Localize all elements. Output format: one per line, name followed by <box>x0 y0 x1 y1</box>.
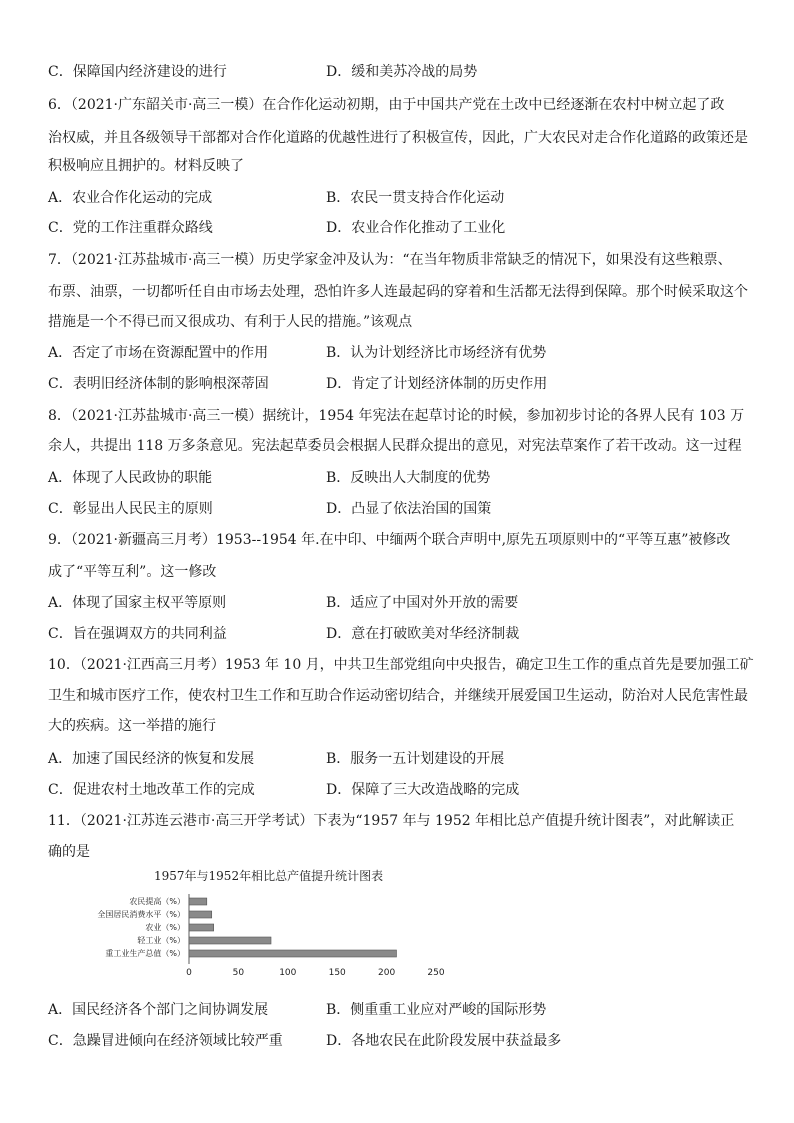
chart-category-label: 全国居民消费水平（%） <box>97 910 185 919</box>
q9-option-a: A．体现了国家主权平等原则 <box>48 595 227 611</box>
q5-option-d: D．缓和美苏冷战的局势 <box>326 64 478 80</box>
q11-option-b: B．侧重重工业应对严峻的国际形势 <box>326 1002 547 1018</box>
q6-option-c: C．党的工作注重群众路线 <box>48 220 213 236</box>
chart-x-tick-label: 150 <box>328 968 346 978</box>
q8-stem-line-2: 余人，共提出 118 万多条意见。宪法起草委员会根据人民群众提出的意见，对宪法草案作了若干改动。这一过程 <box>48 438 742 454</box>
q11-option-a: A．国民经济各个部门之间协调发展 <box>48 1002 269 1018</box>
q6-stem-line-1: 6．（2021·广东韶关市·高三一模）在合作化运动初期，由于中国共产党在土改中已经逐渐在农村中树立起了政 <box>48 97 725 113</box>
q10-option-d: D．保障了三大改造战略的完成 <box>326 782 520 798</box>
chart-bar <box>189 937 271 944</box>
q6-stem-line-3: 积极响应且拥护的。材料反映了 <box>48 158 244 174</box>
q10-stem-line-1: 10．（2021·江西高三月考）1953 年 10 月，中共卫生部党组向中央报告，确定卫生工作的重点首先是要加强工矿 <box>48 657 754 673</box>
chart-x-tick-label: 100 <box>279 968 297 978</box>
q11-option-d: D．各地农民在此阶段发展中获益最多 <box>326 1033 562 1049</box>
q5-option-c: C．保障国内经济建设的进行 <box>48 64 227 80</box>
q9-stem-line-2: 成了“平等互利”。这一修改 <box>48 564 217 580</box>
q8-option-b: B．反映出人大制度的优势 <box>326 470 491 486</box>
q7-option-b: B．认为计划经济比市场经济有优势 <box>326 345 547 361</box>
q8-option-c: C．彰显出人民民主的原则 <box>48 501 213 517</box>
q6-option-a: A．农业合作化运动的完成 <box>48 190 213 206</box>
chart-x-tick-label: 200 <box>378 968 396 978</box>
q10-stem-line-2: 卫生和城市医疗工作，使农村卫生工作和互助合作运动密切结合，并继续开展爱国卫生运动，防治对人民危害性最 <box>48 688 748 704</box>
chart-bar <box>189 924 214 931</box>
q11-option-c: C．急躁冒进倾向在经济领域比较严重 <box>48 1033 283 1049</box>
q11-stem-line-1: 11．（2021·江苏连云港市·高三开学考试）下表为“1957 年与 1952 年相比总产值提升统计图表”，对此解读正 <box>48 813 735 829</box>
q11-chart <box>76 866 496 986</box>
q7-stem-line-2: 布票、油票，一切都听任自由市场去处理，恐怕许多人连最起码的穿着和生活都无法得到保障。那个时候采取这个 <box>48 284 748 300</box>
q8-stem-line-1: 8．（2021·江苏盐城市·高三一模）据统计，1954 年宪法在起草讨论的时候，参加初步讨论的各界人民有 103 万 <box>48 408 745 424</box>
q10-option-a: A．加速了国民经济的恢复和发展 <box>48 751 255 767</box>
chart-category-label: 重工业生产总值（%） <box>105 949 185 958</box>
q10-option-b: B．服务一五计划建设的开展 <box>326 751 505 767</box>
chart-category-label: 农民提高（%） <box>129 897 185 906</box>
q11-stem-line-2: 确的是 <box>48 844 90 860</box>
chart-bar <box>189 950 396 957</box>
q7-stem-line-3: 措施是一个不得已而又很成功、有利于人民的措施。”该观点 <box>48 314 413 330</box>
q9-option-c: C．旨在强调双方的共同利益 <box>48 626 227 642</box>
q7-option-c: C．表明旧经济体制的影响根深蒂固 <box>48 376 269 392</box>
chart-x-tick-label: 250 <box>427 968 445 978</box>
chart-x-tick-label: 0 <box>186 968 192 978</box>
q10-stem-line-3: 大的疾病。这一举措的施行 <box>48 718 216 734</box>
q8-option-d: D．凸显了依法治国的国策 <box>326 501 492 517</box>
q6-option-b: B．农民一贯支持合作化运动 <box>326 190 505 206</box>
chart-category-label: 轻工业（%） <box>137 936 185 945</box>
chart-x-tick-label: 50 <box>232 968 245 978</box>
q6-option-d: D．农业合作化推动了工业化 <box>326 220 506 236</box>
q6-stem-line-2: 治权威，并且各级领导干部都对合作化道路的优越性进行了积极宣传，因此，广大农民对走合作化道路的政策还是 <box>48 130 748 146</box>
q7-option-d: D．肯定了计划经济体制的历史作用 <box>326 376 548 392</box>
q11-chart-svg <box>76 866 496 986</box>
q10-option-c: C．促进农村土地改革工作的完成 <box>48 782 255 798</box>
chart-bar <box>189 898 207 905</box>
chart-category-label: 农业（%） <box>145 923 185 932</box>
q9-stem-line-1: 9．（2021·新疆高三月考）1953--1954 年.在中印、中缅两个联合声明中,原先五项原则中的“平等互惠”被修改 <box>48 532 731 548</box>
q7-option-a: A．否定了市场在资源配置中的作用 <box>48 345 269 361</box>
q9-option-d: D．意在打破欧美对华经济制裁 <box>326 626 520 642</box>
chart-bar <box>189 911 212 918</box>
q8-option-a: A．体现了人民政协的职能 <box>48 470 213 486</box>
q7-stem-line-1: 7．（2021·江苏盐城市·高三一模）历史学家金冲及认为：“在当年物质非常缺乏的情况下，如果没有这些粮票、 <box>48 252 732 268</box>
q9-option-b: B．适应了中国对外开放的需要 <box>326 595 519 611</box>
chart-title: 1957年与1952年相比总产值提升统计图表 <box>154 869 384 883</box>
